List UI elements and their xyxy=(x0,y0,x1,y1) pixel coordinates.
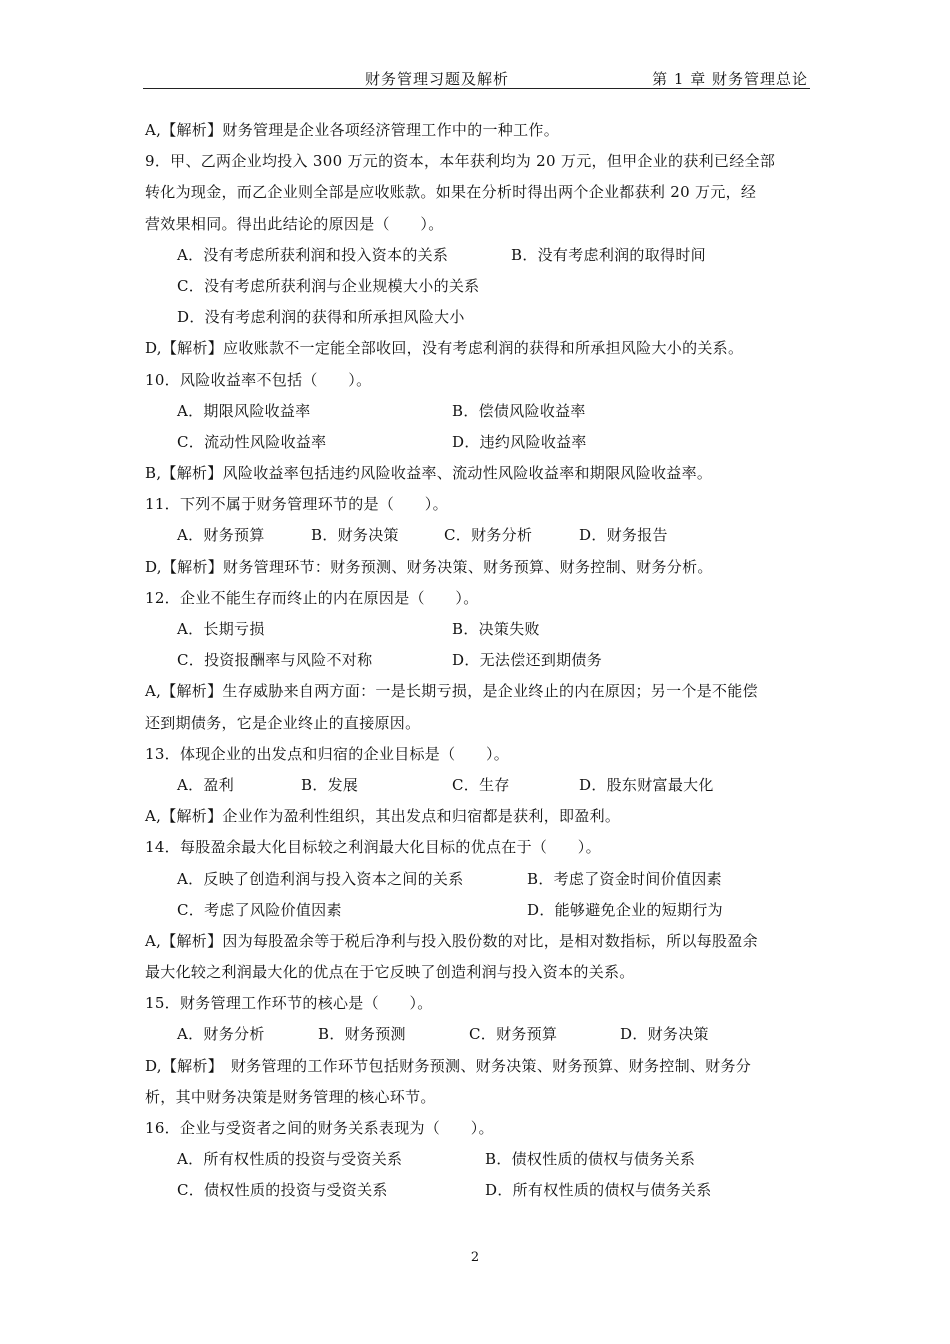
document-body xyxy=(145,115,811,1207)
text-line: D,【解析】应收账款不一定能全部收回，没有考虑利润的获得和所承担风险大小的关系。 xyxy=(145,339,744,358)
options-row xyxy=(145,1175,811,1206)
option-item: A．所有权性质的投资与受资关系 xyxy=(177,1150,403,1169)
options-row xyxy=(145,1144,811,1175)
text-line: 11．下列不属于财务管理环节的是（ ）。 xyxy=(145,495,448,514)
option-item: C．生存 xyxy=(452,775,510,794)
page-number: 2 xyxy=(470,1250,480,1265)
options-row xyxy=(145,614,811,645)
option-item: A．盈利 xyxy=(177,775,235,794)
text-line: A,【解析】企业作为盈利性组织，其出发点和归宿都是获利，即盈利。 xyxy=(145,807,621,826)
text-line: 营效果相同。得出此结论的原因是（ ）。 xyxy=(145,214,444,233)
text-line: D,【解析】财务管理环节：财务预测、财务决策、财务预算、财务控制、财务分析。 xyxy=(145,557,713,576)
option-item: A．财务预算 xyxy=(177,526,265,545)
chapter-title: 第 1 章 财务管理总论 xyxy=(652,70,808,88)
text-line: A,【解析】生存威胁来自两方面：一是长期亏损，是企业终止的内在原因；另一个是不能偿 xyxy=(145,682,758,701)
option-item: A．长期亏损 xyxy=(177,620,265,638)
option-item: D．违约风险收益率 xyxy=(452,432,587,451)
option-line: C．没有考虑所获利润与企业规模大小的关系 xyxy=(177,276,480,295)
option-item: D．所有权性质的债权与债务关系 xyxy=(485,1181,712,1200)
text-line: 14．每股盈余最大化目标较之利润最大化目标的优点在于（ ）。 xyxy=(145,838,601,857)
options-row xyxy=(145,427,811,458)
option-item: A．期限风险收益率 xyxy=(177,401,311,420)
text-line: 9．甲、乙两企业均投入 300 万元的资本，本年获利均为 20 万元，但甲企业的获利已经全部 xyxy=(145,152,776,171)
option-item: B．决策失败 xyxy=(452,620,540,638)
options-row xyxy=(145,895,811,926)
options-row xyxy=(145,396,811,427)
text-line: A,【解析】财务管理是企业各项经济管理工作中的一种工作。 xyxy=(145,121,560,139)
book-title: 财务管理习题及解析 xyxy=(365,70,510,88)
option-item: C．投资报酬率与风险不对称 xyxy=(177,651,373,670)
option-item: B．发展 xyxy=(301,775,359,794)
text-line: B,【解析】风险收益率包括违约风险收益率、流动性风险收益率和期限风险收益率。 xyxy=(145,464,713,483)
option-item: B．债权性质的债权与债务关系 xyxy=(485,1150,696,1169)
options-row xyxy=(145,645,811,676)
text-line: 16．企业与受资者之间的财务关系表现为（ ）。 xyxy=(145,1119,494,1137)
option-item: A．财务分析 xyxy=(177,1025,265,1044)
text-line: 还到期债务，它是企业终止的直接原因。 xyxy=(145,713,421,732)
text-line: D,【解析】 财务管理的工作环节包括财务预测、财务决策、财务预算、财务控制、财务分 xyxy=(145,1056,752,1075)
option-item: D．无法偿还到期债务 xyxy=(452,651,603,670)
text-line: 析，其中财务决策是财务管理的核心环节。 xyxy=(145,1087,436,1106)
option-item: C．财务分析 xyxy=(444,526,533,545)
option-item: C．考虑了风险价值因素 xyxy=(177,900,342,919)
option-item: C．财务预算 xyxy=(469,1025,558,1044)
option-item: B．没有考虑利润的取得时间 xyxy=(511,245,706,264)
option-item: A．没有考虑所获利润和投入资本的关系 xyxy=(177,245,449,264)
option-item: B．财务决策 xyxy=(311,526,399,545)
option-item: D．财务决策 xyxy=(620,1025,709,1044)
option-item: D．能够避免企业的短期行为 xyxy=(527,900,723,919)
options-row xyxy=(145,864,811,895)
option-item: B．考虑了资金时间价值因素 xyxy=(527,869,722,888)
option-item: C．债权性质的投资与受资关系 xyxy=(177,1181,388,1200)
options-row xyxy=(145,520,811,551)
page-header xyxy=(143,66,810,89)
text-line: A,【解析】因为每股盈余等于税后净利与投入股份数的对比，是相对数指标，所以每股盈余 xyxy=(145,931,758,950)
option-item: A．反映了创造利润与投入资本之间的关系 xyxy=(177,869,464,888)
options-row xyxy=(145,240,811,271)
options-row xyxy=(145,1019,811,1050)
text-line: 13．体现企业的出发点和归宿的企业目标是（ ）。 xyxy=(145,744,510,763)
option-item: B．财务预测 xyxy=(318,1025,406,1044)
text-line: 15．财务管理工作环节的核心是（ ）。 xyxy=(145,994,433,1013)
text-line: 最大化较之利润最大化的优点在于它反映了创造利润与投入资本的关系。 xyxy=(145,963,635,982)
option-item: B．偿债风险收益率 xyxy=(452,401,586,420)
text-line: 转化为现金，而乙企业则全部是应收账款。如果在分析时得出两个企业都获利 20 万元，经 xyxy=(145,183,757,202)
option-item: D．财务报告 xyxy=(579,526,668,545)
text-line: 10．风险收益率不包括（ ）。 xyxy=(145,370,372,389)
option-line: D．没有考虑利润的获得和所承担风险大小 xyxy=(177,308,465,327)
option-item: D．股东财富最大化 xyxy=(579,775,714,794)
text-line: 12．企业不能生存而终止的内在原因是（ ）。 xyxy=(145,588,479,607)
options-row xyxy=(145,770,811,801)
option-item: C．流动性风险收益率 xyxy=(177,432,327,451)
